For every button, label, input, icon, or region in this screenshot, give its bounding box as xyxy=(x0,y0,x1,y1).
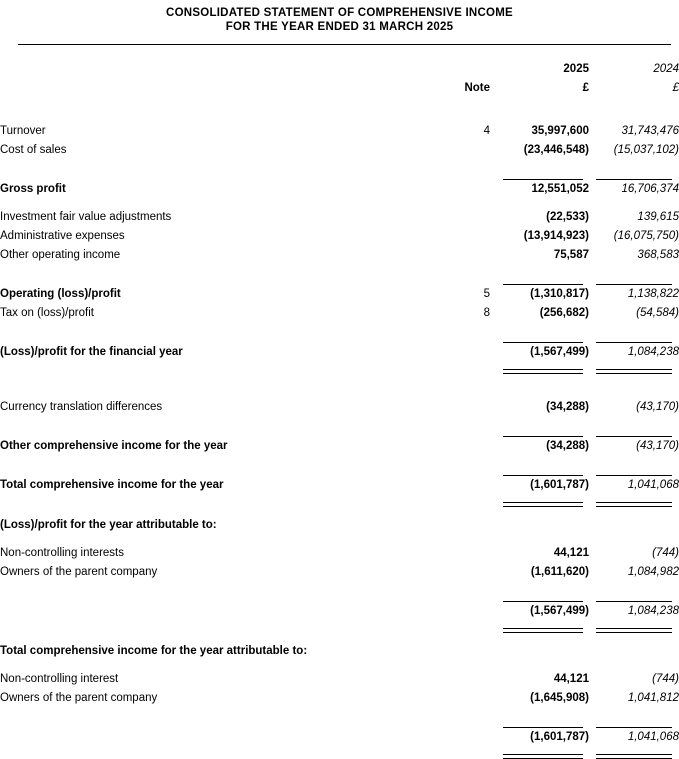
row-note xyxy=(440,563,490,582)
row-prior-value: (744) xyxy=(652,547,679,559)
header-note-spacer xyxy=(440,60,490,79)
spacer xyxy=(0,160,679,169)
row-current-value: 35,997,600 xyxy=(531,125,589,137)
row-current-value xyxy=(490,516,589,535)
subtotal-rule xyxy=(0,274,679,285)
subtotal-rule xyxy=(0,426,679,437)
spacer xyxy=(0,708,679,717)
row-label: Gross profit xyxy=(0,183,66,195)
row-label xyxy=(0,602,440,621)
total-double-rule xyxy=(0,495,679,507)
spacer xyxy=(0,456,679,465)
spacer xyxy=(0,265,679,274)
row-label: Operating (loss)/profit xyxy=(0,288,121,300)
row-current-value: (1,567,499) xyxy=(530,605,589,617)
row-label: Total comprehensive income for the year xyxy=(0,479,224,491)
table-row xyxy=(0,728,679,747)
header-current-currency: £ xyxy=(582,82,589,94)
row-note xyxy=(440,728,490,747)
row-current-value: 44,121 xyxy=(553,673,589,685)
table-row xyxy=(0,343,679,362)
row-prior-value: 16,706,374 xyxy=(621,183,679,195)
header-spacer-2 xyxy=(0,79,440,98)
table-row xyxy=(0,670,679,689)
spacer xyxy=(0,417,679,426)
comprehensive-income-table xyxy=(0,60,679,759)
header-current-year: 2025 xyxy=(563,63,589,75)
row-prior-value: (15,037,102) xyxy=(613,144,679,156)
row-label: Owners of the parent company xyxy=(0,566,158,578)
spacer xyxy=(0,507,679,516)
row-label xyxy=(0,728,440,747)
row-current-value: (256,682) xyxy=(539,307,589,319)
row-current-value xyxy=(490,642,589,661)
table-header-currency xyxy=(0,79,679,98)
row-label: Currency translation differences xyxy=(0,401,163,413)
row-prior-value: 139,615 xyxy=(637,211,679,223)
row-label: Non-controlling interests xyxy=(0,547,125,559)
row-label: Tax on (loss)/profit xyxy=(0,307,94,319)
table-row xyxy=(0,437,679,456)
subtotal-rule xyxy=(0,717,679,728)
table-row xyxy=(0,602,679,621)
row-prior-value: 1,138,822 xyxy=(627,288,679,300)
row-current-value: (1,645,908) xyxy=(530,692,589,704)
row-current-value: (34,288) xyxy=(546,401,589,413)
table-row xyxy=(0,304,679,323)
spacer xyxy=(0,98,679,122)
row-prior-value: (54,584) xyxy=(636,307,679,319)
row-label: (Loss)/profit for the financial year xyxy=(0,346,183,358)
row-label: Administrative expenses xyxy=(0,230,125,242)
spacer xyxy=(0,661,679,670)
row-note xyxy=(440,642,490,661)
row-prior-value: 1,041,812 xyxy=(627,692,679,704)
spacer xyxy=(0,582,679,591)
header-divider xyxy=(18,44,671,45)
row-current-value: (13,914,923) xyxy=(523,230,589,242)
row-prior-value: (43,170) xyxy=(636,401,679,413)
table-row xyxy=(0,246,679,265)
spacer xyxy=(0,633,679,642)
row-current-value: (34,288) xyxy=(546,440,589,452)
subtotal-rule xyxy=(0,332,679,343)
table-row xyxy=(0,122,679,141)
row-note: 4 xyxy=(483,125,490,137)
row-note xyxy=(440,398,490,417)
spacer xyxy=(0,323,679,332)
spacer xyxy=(0,199,679,208)
row-note xyxy=(440,689,490,708)
table-row xyxy=(0,563,679,582)
table-header-years xyxy=(0,60,679,79)
row-note xyxy=(440,141,490,160)
row-note xyxy=(440,246,490,265)
row-prior-value: 1,084,238 xyxy=(627,605,679,617)
header-prior-currency: £ xyxy=(672,82,679,94)
row-current-value: 12,551,052 xyxy=(531,183,589,195)
subtotal-rule xyxy=(0,169,679,180)
row-note xyxy=(440,180,490,199)
row-prior-value: 1,041,068 xyxy=(627,731,679,743)
row-label: Turnover xyxy=(0,125,46,137)
row-prior-value xyxy=(589,642,679,661)
row-prior-value: 1,084,982 xyxy=(627,566,679,578)
total-double-rule xyxy=(0,362,679,374)
table-row xyxy=(0,180,679,199)
table-row xyxy=(0,141,679,160)
row-label: Owners of the parent company xyxy=(0,692,158,704)
row-note xyxy=(440,544,490,563)
row-prior-value: (43,170) xyxy=(636,440,679,452)
row-prior-value: 1,084,238 xyxy=(627,346,679,358)
row-note xyxy=(440,670,490,689)
table-row xyxy=(0,285,679,304)
table-row xyxy=(0,476,679,495)
table-section-heading xyxy=(0,516,679,535)
total-double-rule xyxy=(0,747,679,759)
table-row xyxy=(0,227,679,246)
table-row xyxy=(0,398,679,417)
row-current-value: (23,446,548) xyxy=(523,144,589,156)
row-current-value: (1,310,817) xyxy=(530,288,589,300)
row-label: Other comprehensive income for the year xyxy=(0,440,228,452)
row-note xyxy=(440,208,490,227)
subtotal-rule xyxy=(0,591,679,602)
row-current-value: (1,601,787) xyxy=(530,731,589,743)
row-prior-value: 31,743,476 xyxy=(621,125,679,137)
row-note xyxy=(440,437,490,456)
spacer xyxy=(0,374,679,398)
row-current-value: (22,533) xyxy=(546,211,589,223)
row-prior-value: 368,583 xyxy=(637,249,679,261)
row-prior-value: 1,041,068 xyxy=(627,479,679,491)
subtotal-rule xyxy=(0,465,679,476)
spacer xyxy=(0,535,679,544)
row-note xyxy=(440,602,490,621)
row-current-value: 75,587 xyxy=(553,249,589,261)
row-prior-value: (16,075,750) xyxy=(613,230,679,242)
row-prior-value xyxy=(589,516,679,535)
row-current-value: (1,611,620) xyxy=(530,566,589,578)
row-label: (Loss)/profit for the year attributable to: xyxy=(0,519,217,531)
table-section-heading xyxy=(0,642,679,661)
row-note: 5 xyxy=(483,288,490,300)
table-row xyxy=(0,208,679,227)
row-label: Cost of sales xyxy=(0,144,67,156)
row-prior-value: (744) xyxy=(652,673,679,685)
row-label: Non-controlling interest xyxy=(0,673,119,685)
row-note xyxy=(440,516,490,535)
row-current-value: 44,121 xyxy=(553,547,589,559)
row-note: 8 xyxy=(483,307,490,319)
row-current-value: (1,567,499) xyxy=(530,346,589,358)
title-line-2: FOR THE YEAR ENDED 31 MARCH 2025 xyxy=(225,21,454,33)
row-current-value: (1,601,787) xyxy=(530,479,589,491)
table-row xyxy=(0,544,679,563)
row-note xyxy=(440,343,490,362)
header-prior-year: 2024 xyxy=(653,63,679,75)
table-row xyxy=(0,689,679,708)
row-note xyxy=(440,476,490,495)
row-label: Other operating income xyxy=(0,249,121,261)
header-note-label: Note xyxy=(464,82,490,94)
row-label: Investment fair value adjustments xyxy=(0,211,172,223)
title-line-1: CONSOLIDATED STATEMENT OF COMPREHENSIVE INCOME xyxy=(166,7,513,19)
page-title xyxy=(0,6,679,34)
total-double-rule xyxy=(0,621,679,633)
header-spacer xyxy=(0,60,440,79)
row-note xyxy=(440,227,490,246)
row-label: Total comprehensive income for the year attributable to: xyxy=(0,645,308,657)
